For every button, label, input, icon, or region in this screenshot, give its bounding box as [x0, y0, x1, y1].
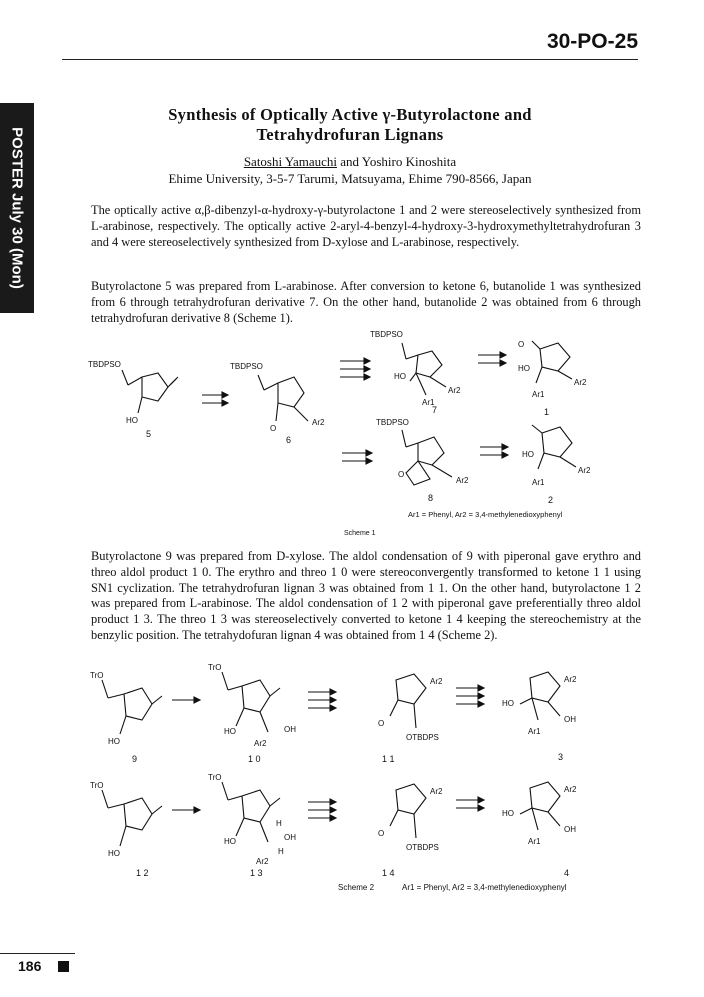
author-block	[62, 153, 638, 187]
compound-number: 1 4	[382, 868, 395, 878]
presenting-author: Satoshi Yamauchi	[243, 154, 337, 169]
compound-2-structure	[532, 425, 576, 469]
label: OTBDPS	[406, 733, 439, 742]
compound-6-structure	[258, 375, 308, 421]
label: Ar2	[312, 418, 325, 427]
compound-number: 6	[286, 435, 292, 445]
page-number: 186	[18, 958, 42, 974]
scheme-2-caption: Scheme 2	[338, 883, 375, 892]
scheme-1	[80, 325, 640, 540]
compound-1-structure	[532, 341, 572, 383]
label: HO	[108, 737, 120, 746]
author-line	[62, 153, 638, 170]
label: OH	[284, 833, 296, 842]
label: Ar2	[430, 787, 443, 796]
poster-side-tab	[0, 103, 34, 313]
compound-11-structure	[390, 674, 426, 728]
header-rule	[62, 59, 638, 60]
label: TBDPSO	[370, 330, 403, 339]
abstract-code: 30-PO-25	[546, 30, 638, 53]
label: TBDPSO	[230, 362, 263, 371]
compound-9-structure	[102, 680, 162, 734]
scheme-2	[80, 658, 640, 898]
footer-rule	[0, 953, 75, 954]
label: Ar2	[256, 857, 269, 866]
paper-title	[62, 105, 638, 145]
compound-10-structure	[222, 672, 280, 732]
label: Ar1	[422, 398, 435, 407]
label: TrO	[208, 663, 222, 672]
label: HO	[518, 364, 530, 373]
title-line-1: Synthesis of Optically Active γ-Butyrolactone and	[168, 105, 532, 124]
scheme-1-caption: Scheme 1	[344, 530, 376, 537]
label: Ar1	[528, 837, 541, 846]
affiliation: Ehime University, 3-5-7 Tarumi, Matsuyama, Ehime 790-8566, Japan	[168, 171, 532, 186]
compound-number: 3	[558, 752, 564, 762]
compound-4-structure	[520, 782, 560, 830]
compound-number: 8	[428, 493, 434, 503]
label: Ar2	[430, 677, 443, 686]
label: Ar1	[528, 727, 541, 736]
compound-12-structure	[102, 790, 162, 846]
label: HO	[502, 699, 514, 708]
label: OH	[564, 825, 576, 834]
compound-7-structure	[402, 343, 446, 395]
scheme-2-arrows	[172, 685, 484, 821]
label: TrO	[208, 773, 222, 782]
compound-number: 1 1	[382, 754, 395, 764]
paragraph-scheme1: Butyrolactone 5 was prepared from L-arabinose. After conversion to ketone 6, butanolide 1 was synthesized from 6 through tetrahydrofuran derivative 7. On the other hand, butanolide 2 was obtained from 6 through tetrahydrofuran derivative 8 (Scheme 1).	[91, 279, 641, 325]
label: TrO	[90, 671, 104, 680]
scheme-1-drawing	[80, 325, 640, 540]
compound-number: 9	[132, 754, 138, 764]
label: H	[278, 847, 284, 856]
compound-number: 2	[548, 495, 554, 505]
label: Ar2	[448, 386, 461, 395]
label: O	[378, 719, 385, 728]
paragraph-scheme2: Butyrolactone 9 was prepared from D-xylose. The aldol condensation of 9 with piperonal gave erythro and threo aldol product 1 0. The erythro and threo 1 0 were stereoconvergently transformed to ketone 1 1 using SN1 cyclization. The tetrahydrofuran lignan 3 was obtained from 1 1. On the other hand, butyrolactone 1 2 was prepared from L-arabinose. The aldol condensation of 1 2 with piperonal gave preferentially threo aldol product 1 3. The threo 1 3 was stereoselectively converted to ketone 1 4 keeping the stereochemistry at the benzylic position. The tetrahydofuran lignan 4 was obtained from 1 4 (Scheme 2).	[91, 549, 641, 642]
scheme-2-footnote: Ar1 = Phenyl, Ar2 = 3,4-methylenedioxyphenyl	[402, 883, 567, 892]
label: TrO	[90, 781, 104, 790]
compound-number: 5	[146, 429, 152, 439]
label: OH	[564, 715, 576, 724]
compound-13-structure	[222, 782, 280, 842]
label: HO	[502, 809, 514, 818]
label: Ar1	[532, 478, 545, 487]
label: HO	[224, 727, 236, 736]
scheme-2-drawing	[80, 658, 640, 898]
label: HO	[394, 372, 406, 381]
label: HO	[126, 416, 138, 425]
label: TBDPSO	[88, 360, 121, 369]
label: Ar2	[254, 739, 267, 748]
label: Ar2	[564, 675, 577, 684]
compound-3-structure	[520, 672, 560, 720]
label: TBDPSO	[376, 418, 409, 427]
label: OH	[284, 725, 296, 734]
compound-8-structure	[402, 430, 452, 485]
compound-number: 1 2	[136, 868, 149, 878]
label: OTBDPS	[406, 843, 439, 852]
label: O	[398, 470, 405, 479]
compound-number: 1 3	[250, 868, 263, 878]
label: Ar2	[564, 785, 577, 794]
label: O	[518, 340, 525, 349]
compound-5-structure	[122, 370, 178, 413]
title-line-2: Tetrahydrofuran Lignans	[256, 125, 444, 144]
label: HO	[224, 837, 236, 846]
label: Ar2	[456, 476, 469, 485]
paragraph-intro: The optically active α,β-dibenzyl-α-hydroxy-γ-butyrolactone 1 and 2 were stereoselectively synthesized from L-arabinose, respectively. The optically active 2-aryl-4-benzyl-4-hydroxy-3-hydroxymethyltetrahydrofuran 3 and 4 were stereoselectively synthesized from D-xylose and L-arabinose, respectively.	[91, 203, 641, 249]
co-author: and Yoshiro Kinoshita	[336, 154, 457, 169]
compound-number: 7	[432, 405, 438, 415]
scheme-1-footnote: Ar1 = Phenyl, Ar2 = 3,4-methylenedioxyphenyl	[408, 510, 563, 519]
label: Ar1	[532, 390, 545, 399]
label: H	[276, 819, 282, 828]
compound-number: 1 0	[248, 754, 261, 764]
label: O	[378, 829, 385, 838]
compound-14-structure	[390, 784, 426, 838]
label: HO	[522, 450, 534, 459]
side-tab-label: POSTER July 30 (Mon)	[8, 127, 26, 289]
label: Ar2	[574, 378, 587, 387]
label: Ar2	[578, 466, 591, 475]
label: O	[270, 424, 277, 433]
compound-number: 1	[544, 407, 550, 417]
label: HO	[108, 849, 120, 858]
compound-number: 4	[564, 868, 570, 878]
page-marker-square	[58, 961, 69, 972]
